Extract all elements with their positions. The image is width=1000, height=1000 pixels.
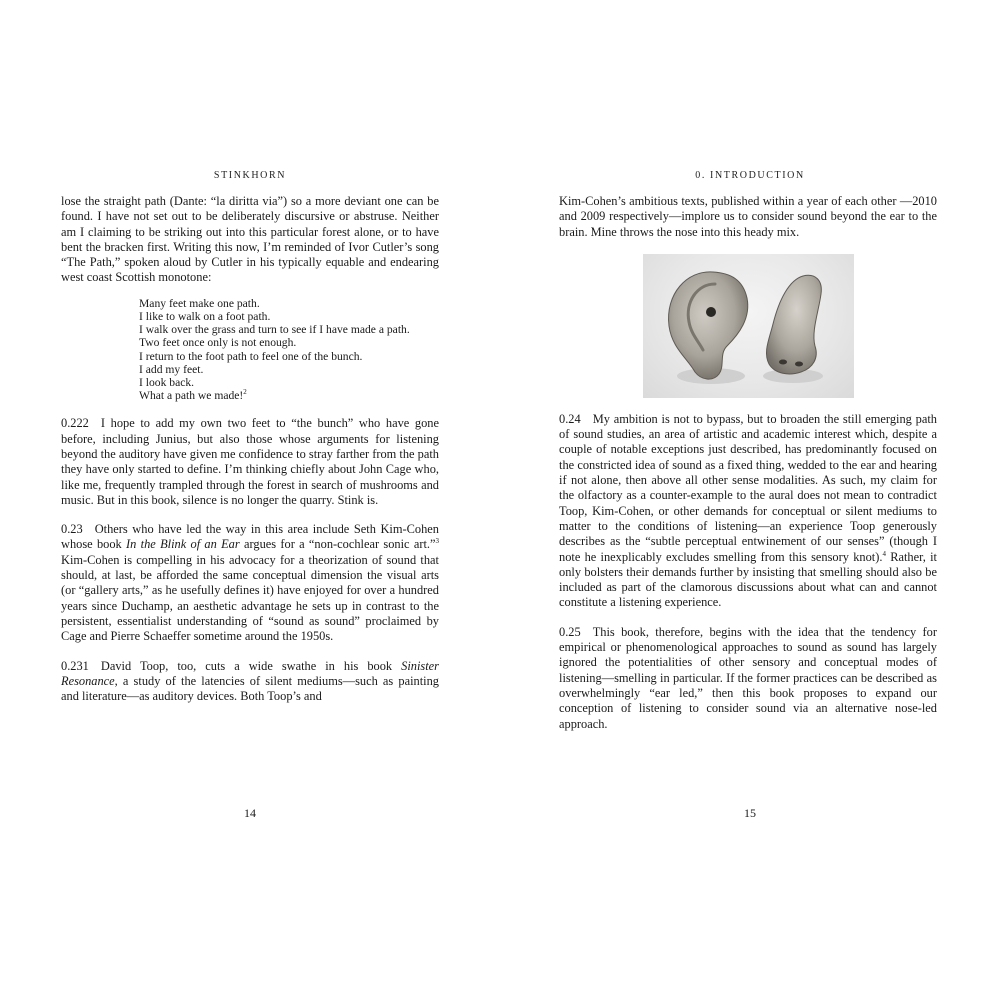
poem-line: I look back. bbox=[139, 376, 195, 389]
page-number-right: 15 bbox=[744, 806, 756, 820]
nose-shape bbox=[766, 275, 821, 374]
running-head-right: 0. INTRODUCTION bbox=[695, 170, 805, 181]
paragraph-text: I hope to add my own two feet to “the bunch” who have gone before, including Junius, but also those whose arguments for listening beyond the auditory have given me confidence to stray farther from the path they have only started to define. I’m thinking chiefly about John Cage who, like me, frequently trampled through the forest in search of mushrooms and music. But in this book, silence is no longer the quarry. Stink is. bbox=[61, 416, 439, 507]
section-number: 0.222 bbox=[61, 416, 89, 431]
ear-nose-illustration bbox=[643, 254, 854, 398]
paragraph-0-222 bbox=[61, 416, 439, 508]
poem-line: I return to the foot path to feel one of the bunch. bbox=[139, 349, 363, 363]
paragraph-text: This book, therefore, begins with the idea that the tendency for empirical or phenomenological approaches to sound as sound has largely ignored the potentialities of other sensory and conceptual modes of listening—smelling in particular. If the former practices can be described as overwhelmingly “ear led,” then this book proposes to expand our conception of listening to consider sound via an alternative nose-led approach. bbox=[559, 624, 937, 731]
running-head-left: STINKHORN bbox=[213, 170, 287, 181]
paragraph-text: My ambition is not to bypass, but to broaden the still emerging path of sound studies, an area of artistic and academic interest which, despite a couple of notable exceptions just described, has predominantly focused on the constricted idea of sound as a fixed thing, wedded to the ear and hearing if not alone, then above all other sense modalities. As such, my claim for the olfactory as a counter-example to the aural does not mean to contradict Toop, Kim-Cohen, or other demands for conceptual or silent mediums to matter to the conditions of listening—an experience Toop generously describes as the “subtle perceptual entwinement of our senses” (though I note he inexplicably excludes smelling from this sensory knot). bbox=[559, 411, 937, 564]
paragraph-text: Others who have led the way in this area include Seth Kim-Cohen whose book bbox=[61, 522, 439, 552]
poem-block bbox=[139, 297, 439, 403]
paragraph-0-24 bbox=[559, 412, 937, 611]
page-number-left: 14 bbox=[244, 806, 256, 820]
right-text-block bbox=[559, 194, 937, 732]
poem-line: I walk over the grass and turn to see if I have made a path. bbox=[139, 323, 410, 337]
section-number: 0.25 bbox=[559, 624, 581, 639]
book-title: Sinister Resonance bbox=[61, 658, 439, 688]
poem-line: What a path we made! bbox=[139, 389, 244, 403]
right-page bbox=[500, 0, 1000, 1000]
footnote-marker: 4 bbox=[882, 549, 886, 558]
paragraph-0-23 bbox=[61, 522, 439, 644]
ear-canal bbox=[706, 307, 716, 317]
paragraph-text: , a study of the latencies of silent mediums—such as painting and literature—as auditory devices. Both Toop’s and bbox=[61, 673, 439, 704]
section-number: 0.231 bbox=[61, 658, 89, 673]
paragraph-0-25 bbox=[559, 625, 937, 732]
footnote-marker: 3 bbox=[435, 537, 439, 546]
left-text-block bbox=[61, 194, 439, 704]
poem-line: Two feet once only is not enough. bbox=[139, 336, 297, 350]
nostril-left bbox=[779, 359, 787, 364]
poem-line: Many feet make one path. bbox=[139, 296, 260, 310]
ear-shape bbox=[668, 272, 747, 379]
ear-and-nose-photograph bbox=[643, 254, 854, 398]
book-title: In the Blink of an Ear bbox=[126, 537, 240, 552]
section-number: 0.24 bbox=[559, 411, 581, 426]
intro-paragraph-left: lose the straight path (Dante: “la diritta via”) so a more deviant one can be found. I have not set out to be deliberately discursive or abstruse. Neither am I claiming to be striking out into this particular forest alone, or to have bent the bracken first. Writing this now, I’m reminded of Ivor Cutler’s song “The Path,” spoken aloud by Cutler in his typically equable and endearing west coast Scottish monotone: bbox=[61, 194, 439, 285]
paragraph-text: Kim-Cohen is compelling in his advocacy for a theorization of sound that should, at last, be afforded the same conceptual dimension the visual arts (or “gallery arts,” as he usefully defines it) have enjoyed for over a hundred years since Duchamp, an aesthetic advantage he sets up in contrast to the persistent, essentialist understanding of “sound as sound” proclaimed by Cage and Pierre Schaeffer sometime around the 1950s. bbox=[61, 552, 439, 644]
poem-line: I like to walk on a foot path. bbox=[139, 309, 271, 323]
poem-line-last bbox=[139, 389, 439, 402]
paragraph-0-231 bbox=[61, 659, 439, 705]
footnote-marker: 2 bbox=[243, 388, 247, 397]
section-number: 0.23 bbox=[61, 522, 83, 537]
poem-line: I add my feet. bbox=[139, 362, 204, 376]
paragraph-text: David Toop, too, cuts a wide swathe in his book bbox=[100, 658, 402, 673]
nostril-right bbox=[795, 361, 803, 366]
paragraph-text: argues for a “non-cochlear sonic art.” bbox=[239, 537, 436, 552]
paragraph-text: Rather, it only bolsters their demands further by insisting that smelling should also be included as part of the clamorous discussions about what can and cannot constitute a listening experience. bbox=[559, 549, 937, 610]
intro-paragraph-right: Kim-Cohen’s ambitious texts, published within a year of each other —2010 and 2009 respectively—implore us to consider sound beyond the ear to the brain. Mine throws the nose into this heady mix. bbox=[559, 194, 937, 239]
